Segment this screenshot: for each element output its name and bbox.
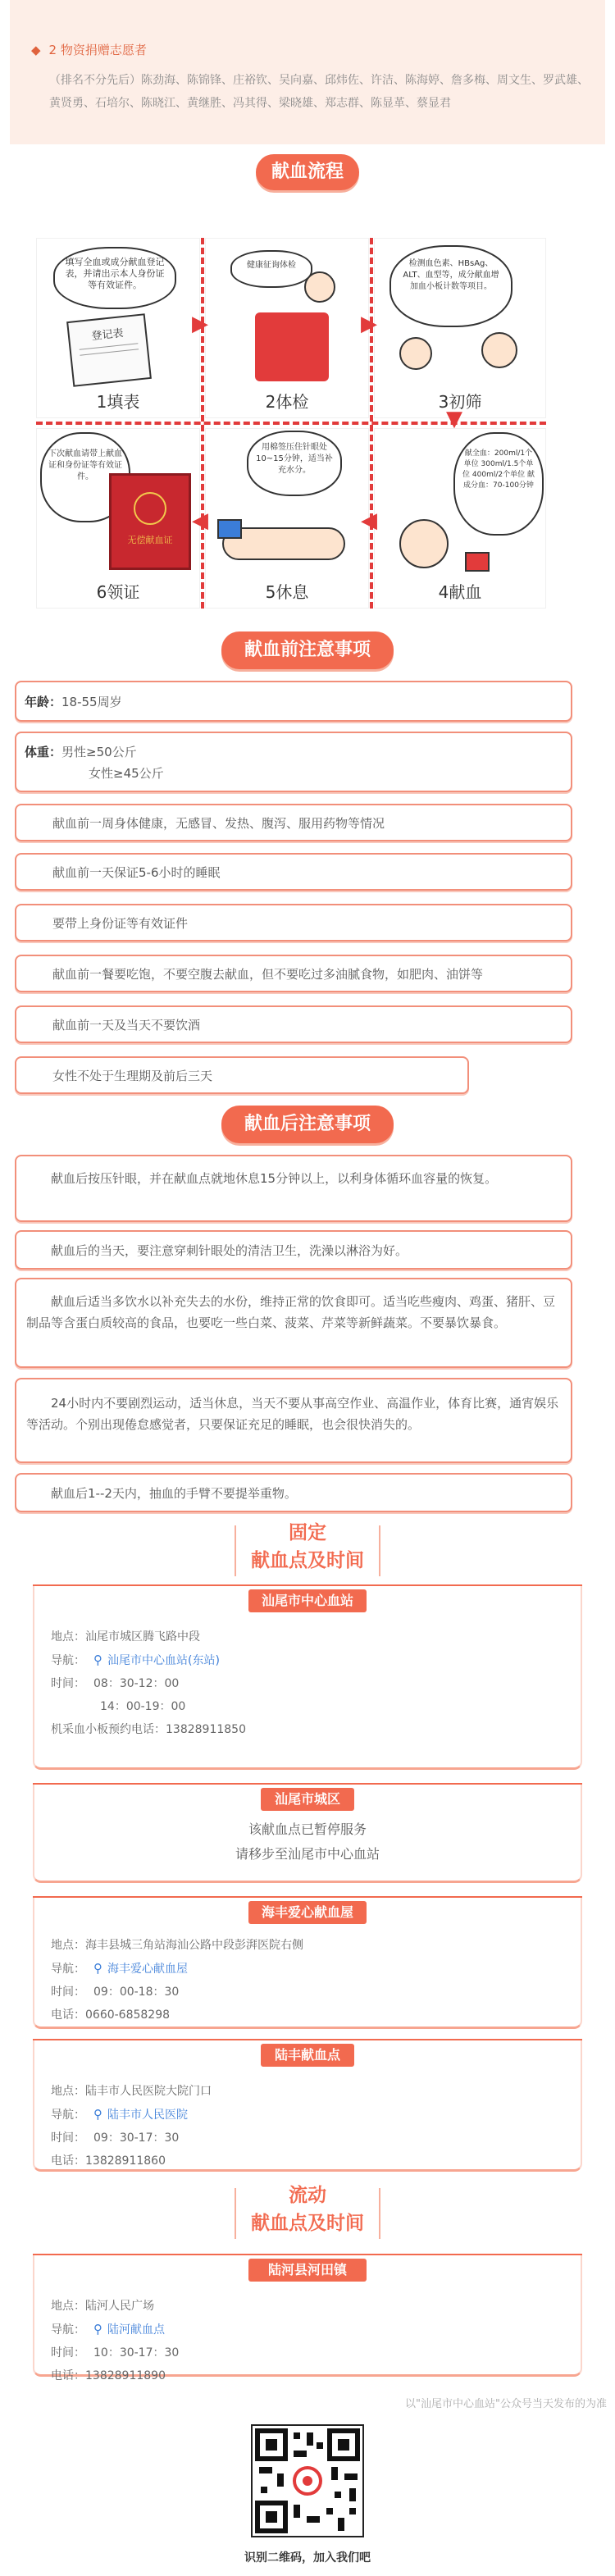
age-box: 年龄：18-55周岁 [15, 681, 572, 722]
after-title: 献血后注意事项 [221, 1106, 394, 1143]
divider-h [36, 422, 546, 425]
site-tag: 汕尾市中心血站 [248, 1589, 367, 1612]
site-tag: 海丰爱心献血屋 [248, 1901, 367, 1924]
donor-icon [481, 332, 517, 368]
before-item: 献血前一餐要吃饱，不要空腹去献血，但不要吃过多油腻食物，如肥肉、油饼等 [15, 955, 572, 992]
before-item: 女性不处于生理期及前后三天 [15, 1056, 469, 1094]
step-3-note: 检测血色素、HBsAg、ALT、血型等，成分献血增加血小板计数等项目。 [390, 245, 512, 327]
site-suspended-msg: 该献血点已暂停服务 请移步至汕尾市中心血站 [235, 1821, 380, 1862]
before-title: 献血前注意事项 [221, 631, 394, 669]
blood-bag-icon [465, 552, 490, 572]
after-item: 献血后的当天，要注意穿刺针眼处的清洁卫生，洗澡以淋浴为好。 [15, 1230, 572, 1270]
after-item: 献血后1--2天内，抽血的手臂不要提举重物。 [15, 1473, 572, 1512]
site-info-haifeng: 地点：海丰县城三角站海汕公路中段彭湃医院右侧 导航： ⚲ 海丰爱心献血屋 时间： 09：00-18：30 电话：0660-6858298 [51, 1939, 303, 2022]
cup-icon [217, 519, 242, 539]
step-2-label: 2体检 [265, 392, 309, 412]
arrow-right-icon: ▶ [361, 312, 377, 336]
site-tag: 汕尾市城区 [261, 1788, 354, 1811]
certificate-icon: 无偿献血证 [109, 473, 191, 570]
donor-resting-icon [399, 519, 449, 568]
after-item: 献血后按压针眼，并在献血点就地休息15分钟以上，以利身体循环血容量的恢复。 [15, 1155, 572, 1222]
doctor-icon [304, 271, 335, 303]
step-3-label: 3初筛 [438, 392, 482, 412]
step-5-note: 用棉签压住针眼处10~15分钟，适当补充水分。 [247, 431, 342, 496]
step-4-cell [374, 428, 546, 609]
arrow-right-icon: ▶ [192, 312, 208, 336]
after-item: 24小时内不要剧烈运动，适当休息，当天不要从事高空作业、高温作业，体育比赛，通宵娱乐等活动。个别出现倦怠感觉者，只要保证充足的睡眠，也会很快消失的。 [15, 1378, 572, 1463]
step-1-cell [36, 238, 200, 418]
donor-list: （排名不分先后）陈劲海、陈锦锋、庄裕钦、吴向嘉、邱炜佐、许洁、陈海婷、詹多梅、周文生、罗武雄、黄贤勇、石培尔、陈晓江、黄继胜、冯其得、梁晓雄、郑志群、陈显革、蔡显君 [49, 74, 589, 110]
step-2-note: 健康征询体检 [230, 250, 312, 288]
step-5-cell [205, 428, 369, 609]
qr-caption: 识别二维码，加入我们吧 [244, 2551, 371, 2565]
qr-code[interactable] [251, 2424, 364, 2537]
mobile-sites-title: 流动 献血点及时间 [235, 2182, 380, 2237]
location-pin-icon: ⚲ [93, 2322, 102, 2337]
step-6-cell [36, 428, 200, 609]
donor-title: ◆ 2 物资捐赠志愿者 [31, 43, 147, 57]
nav-link[interactable]: 陆河献血点 [107, 2323, 165, 2337]
process-diagram [36, 238, 546, 609]
step-1-note: 填写全血或成分献血登记表，并请出示本人身份证等有效证件。 [53, 247, 176, 309]
site-info-lufeng: 地点：陆丰市人民医院大院门口 导航： ⚲ 陆丰市人民医院 时间： 09：30-17：30 电话：13828911860 [51, 2085, 212, 2168]
step-4-note: 献全血：200ml/1个单位 300ml/1.5个单位 400ml/2个单位 献成分血：70-100分钟 [453, 432, 544, 536]
site-tag: 陆河县河田镇 [248, 2259, 367, 2282]
weight-box: 体重：男性≥50公斤 女性≥45公斤 [15, 732, 572, 792]
site-info-center: 地点：汕尾市城区腾飞路中段 导航： ⚲ 汕尾市中心血站(东站) 时间： 08：30-12：00 14：00-19：00 机采血小板预约电话：13828911850 [51, 1630, 246, 1736]
nav-link[interactable]: 陆丰市人民医院 [107, 2109, 188, 2122]
arrow-left-icon: ◀ [192, 508, 208, 533]
before-item: 要带上身份证等有效证件 [15, 904, 572, 941]
step-1-label: 1填表 [96, 392, 140, 412]
site-tag: 陆丰献血点 [261, 2044, 354, 2067]
before-item: 献血前一天及当天不要饮酒 [15, 1005, 572, 1043]
step-6-label: 6领证 [96, 582, 140, 602]
step-6-note: 下次献血请带上献血证和身份证等有效证件。 [40, 432, 130, 522]
nav-link[interactable]: 汕尾市中心血站(东站) [107, 1654, 220, 1667]
before-item: 献血前一周身体健康，无感冒、发热、腹泻、服用药物等情况 [15, 804, 572, 841]
step-4-label: 4献血 [438, 582, 482, 602]
desk-icon [255, 312, 329, 381]
site-info-luhe: 地点：陆河人民广场 导航： ⚲ 陆河献血点 时间： 10：30-17：30 电话：13828911890 [51, 2300, 180, 2382]
arrow-left-icon: ◀ [361, 508, 377, 533]
after-item: 献血后适当多饮水以补充失去的水份，维持正常的饮食即可。适当吃些瘦肉、鸡蛋、猪肝、豆制品等含蛋白质较高的食品，也要吃一些白菜、菠菜、芹菜等新鲜蔬菜。不要暴饮暴食。 [15, 1278, 572, 1368]
location-pin-icon: ⚲ [93, 1653, 102, 1667]
step-3-cell [374, 238, 546, 418]
diamond-icon: ◆ [31, 43, 41, 57]
fixed-sites-title: 固定 献血点及时间 [235, 1519, 380, 1575]
emblem-icon [134, 492, 166, 525]
source-note: 以"汕尾市中心血站"公众号当天发布的为准 [405, 2398, 607, 2410]
process-title: 献血流程 [256, 154, 359, 190]
qr-pattern [253, 2426, 362, 2536]
form-icon: 登记表 [66, 313, 152, 387]
step-2-cell [205, 238, 369, 418]
location-pin-icon: ⚲ [93, 1961, 102, 1976]
step-5-label: 5休息 [265, 582, 309, 602]
before-item: 献血前一天保证5-6小时的睡眠 [15, 853, 572, 891]
arrow-down-icon: ▼ [446, 407, 462, 431]
nurse-icon [399, 337, 432, 370]
location-pin-icon: ⚲ [93, 2107, 102, 2122]
nav-link[interactable]: 海丰爱心献血屋 [107, 1963, 188, 1976]
